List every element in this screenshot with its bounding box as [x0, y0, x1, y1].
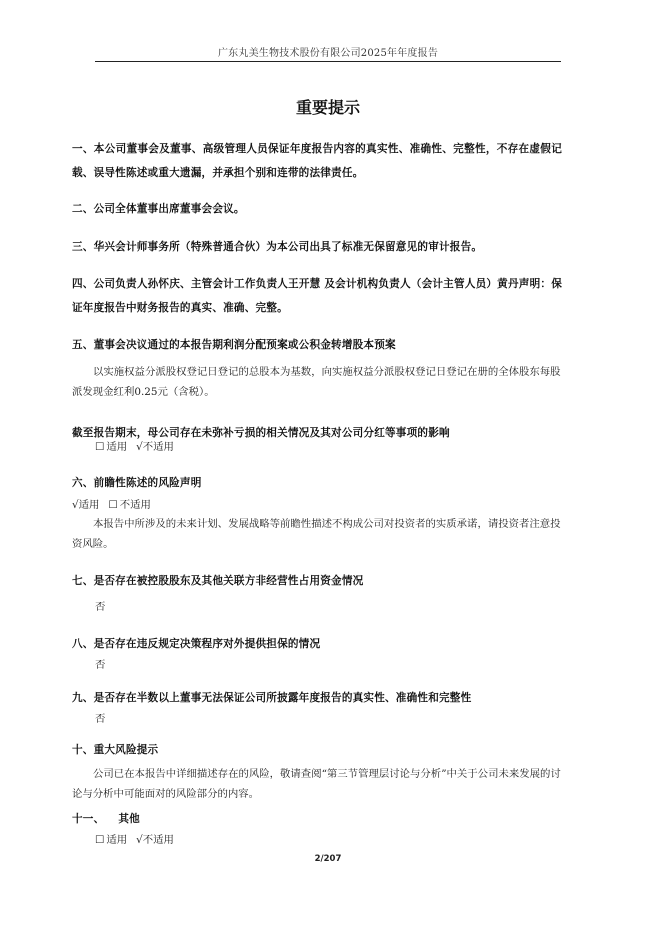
- not-applicable-label: 不适用: [119, 499, 151, 511]
- not-applicable-checkbox: ☐: [108, 499, 118, 511]
- section-10-heading: 十、重大风险提示: [72, 744, 159, 756]
- deficit-heading: 截至报告期末，母公司存在未弥补亏损的相关情况及其对公司分红等事项的影响: [72, 427, 450, 439]
- section-5-heading: 五、董事会决议通过的本报告期利润分配预案或公积金转增股本预案: [72, 339, 396, 351]
- section-11-number: 十一、: [72, 813, 105, 825]
- section-8-answer: 否: [95, 659, 106, 671]
- page-title: 重要提示: [295, 98, 360, 117]
- section-7-heading: 七、是否存在被控股股东及其他关联方非经营性占用资金情况: [72, 575, 364, 587]
- section-6-applicability: [72, 496, 562, 514]
- applicable-checkbox: ☐: [95, 834, 105, 846]
- deficit-applicability: [95, 438, 585, 456]
- section-9-heading: 九、是否存在半数以上董事无法保证公司所披露年度报告的真实性、准确性和完整性: [72, 692, 472, 704]
- section-4-statement: 四、公司负责人孙怀庆、主管会计工作负责人王开慧 及会计机构负责人（会计主管人员）黄丹声明：保证年度报告中财务报告的真实、准确、完整。: [72, 278, 562, 314]
- applicable-label: 适用: [106, 834, 128, 846]
- not-applicable-label: 不适用: [142, 834, 174, 846]
- section-5-body: 以实施权益分派股权登记日登记的总股本为基数，向实施权益分派股权登记日登记在册的全体股东每股派发现金红利0.25元（含税）。: [72, 366, 561, 398]
- section-8-heading: 八、是否存在违反规定决策程序对外提供担保的情况: [72, 638, 321, 650]
- section-7-answer: 否: [95, 601, 106, 613]
- section-1-statement: 一、本公司董事会及董事、高级管理人员保证年度报告内容的真实性、准确性、完整性，不存在虚假记载、误导性陈述或重大遗漏，并承担个别和连带的法律责任。: [72, 143, 562, 179]
- applicable-label: 适用: [106, 441, 128, 453]
- checkmark-icon: √: [136, 441, 143, 453]
- running-header: 广东丸美生物技术股份有限公司2025年年度报告: [217, 48, 439, 59]
- checkmark-icon: √: [72, 499, 79, 511]
- section-9-answer: 否: [95, 713, 106, 725]
- header-rule: [95, 61, 561, 62]
- not-applicable-label: 不适用: [142, 441, 174, 453]
- page-number: 2/207: [314, 854, 342, 864]
- section-3-statement: 三、华兴会计师事务所（特殊普通合伙）为本公司出具了标准无保留意见的审计报告。: [72, 241, 483, 253]
- section-6-heading: 六、前瞻性陈述的风险声明: [72, 477, 202, 489]
- section-11-title: 其他: [118, 813, 140, 825]
- section-6-body: 本报告中所涉及的未来计划、发展战略等前瞻性描述不构成公司对投资者的实质承诺，请投资者注意投资风险。: [72, 518, 561, 550]
- section-11-applicability: [95, 831, 585, 849]
- applicable-label: 适用: [78, 499, 100, 511]
- section-11-heading: [72, 807, 562, 831]
- section-2-statement: 二、公司全体董事出席董事会会议。: [72, 203, 245, 215]
- applicable-checkbox: ☐: [95, 441, 105, 453]
- checkmark-icon: √: [136, 834, 143, 846]
- section-10-body: 公司已在本报告中详细描述存在的风险，敬请查阅“第三节管理层讨论与分析”中关于公司未来发展的讨论与分析中可能面对的风险部分的内容。: [72, 768, 561, 800]
